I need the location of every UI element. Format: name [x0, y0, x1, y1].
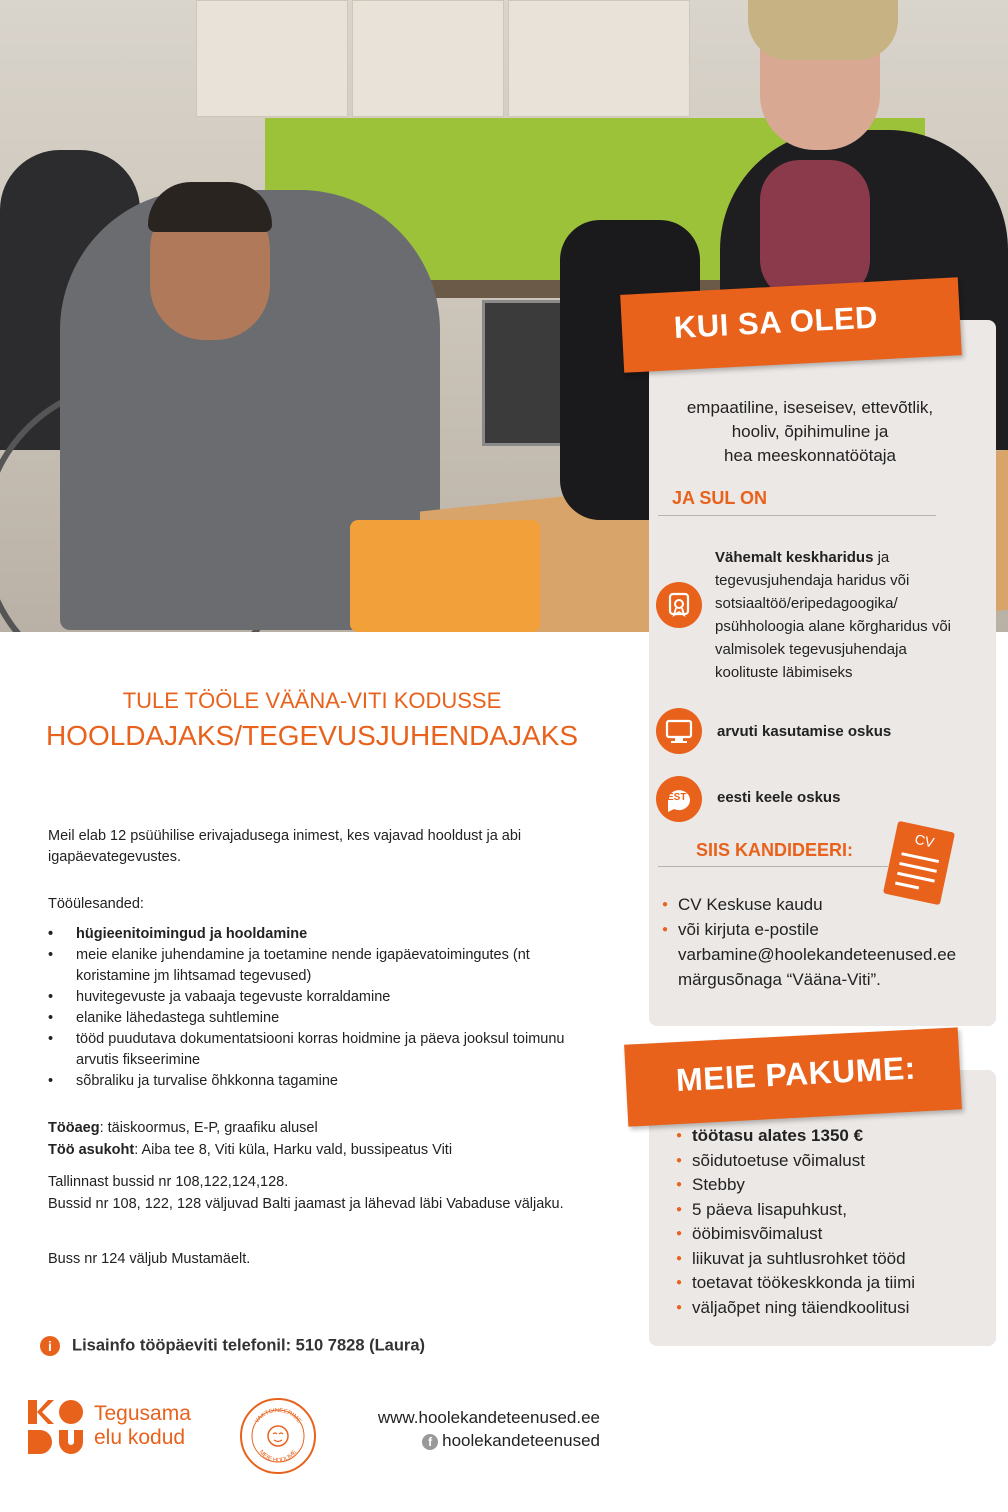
duties-list [48, 924, 588, 1092]
facebook-link[interactable] [330, 1429, 600, 1452]
vaccination-seal [240, 1398, 316, 1474]
worktime-label: Tööaeg [48, 1120, 100, 1136]
location-value: : Aiba tee 8, Viti küla, Harku vald, bussipeatus Viti [134, 1142, 453, 1158]
cabinet [508, 0, 690, 117]
subject-line: märgusõnaga “Vääna-Viti”. [678, 970, 881, 989]
logo-line: Tegusama [94, 1402, 191, 1425]
location-line [48, 1140, 588, 1161]
apply-item: ● CV Keskuse kaudu [662, 892, 992, 917]
cv-line [901, 852, 939, 863]
meie-pakume-banner [624, 1027, 962, 1126]
benefit-item: ● liikuvat ja suhtlusrohket tööd [676, 1247, 976, 1272]
seal-bottom-text: MEIE HOOLIME [257, 1449, 299, 1465]
duty-item: • sõbraliku ja turvalise õhkkonna tagamine [48, 1071, 588, 1092]
req-text: sotsiaaltöö/eripedagoogika/ [715, 595, 898, 612]
benefit-item: ● ööbimisvõimalust [676, 1222, 976, 1247]
woman-shirt [760, 160, 870, 300]
cabinet [196, 0, 348, 117]
benefit-item: ● sõidutoetuse võimalust [676, 1149, 976, 1174]
transport-line: Buss nr 124 väljub Mustamäelt. [48, 1251, 251, 1267]
traits-text [660, 396, 960, 468]
email-address[interactable]: varbamine@hoolekandeteenused.ee [678, 945, 957, 964]
computer-icon [656, 708, 702, 754]
req-text: psühholoogia alane kõrgharidus või [715, 618, 952, 635]
divider [658, 515, 936, 516]
web-contacts [330, 1406, 600, 1452]
requirement-education [715, 546, 987, 684]
req-bold: Vähemalt keskharidus [715, 549, 874, 566]
transport-line: Bussid nr 108, 122, 128 väljuvad Balti jaamast ja lähevad läbi Vabaduse väljaku. [48, 1196, 564, 1212]
banner-title: MEIE PAKUME: [675, 1049, 917, 1099]
website-link[interactable]: www.hoolekandeteenused.ee [377, 1408, 600, 1427]
headline-line1: TULE TÖÖLE VÄÄNA-VITI KODUSSE [122, 688, 502, 713]
info-icon: i [40, 1336, 60, 1356]
kodu-logo-icon [28, 1400, 84, 1454]
woman-hair [748, 0, 898, 60]
cabinet [352, 0, 504, 117]
duty-item: • meie elanike juhendamine ja toetamine nende igapäevatoimingutes (nt koristamine jm lihtsamad tegevused) [48, 945, 588, 987]
worktime-line [48, 1118, 588, 1139]
transport-line: Tallinnast bussid nr 108,122,124,128. [48, 1174, 289, 1190]
intro-paragraph: Meil elab 12 psüühilise erivajadusega inimest, kes vajavad hooldust ja abi igapäevategevustes. [48, 828, 522, 865]
req-text: tegevusjuhendaja haridus või [715, 572, 910, 589]
duties-label: Tööülesanded: [48, 896, 144, 912]
benefit-item: ● Stebby [676, 1173, 976, 1198]
man-hair [148, 182, 272, 232]
duty-item: • elanike lähedastega suhtlemine [48, 1008, 588, 1029]
seal-top-text: VAKTSINEERIME [254, 1407, 302, 1425]
apply-heading: SIIS KANDIDEERI: [696, 840, 854, 860]
trait-line: empaatiline, iseseisev, ettevõtlik, [686, 398, 934, 417]
duty-item: • hügieenitoimingud ja hooldamine [48, 924, 588, 945]
education-icon [656, 582, 702, 628]
est-label: EST [667, 792, 687, 803]
req-text: ja [873, 549, 890, 566]
benefit-item: ● töötasu alates 1350 € [676, 1124, 976, 1149]
contact-info [40, 1336, 425, 1356]
worktime-value: : täiskoormus, E-P, graafiku alusel [99, 1120, 318, 1136]
trait-line: hea meeskonnatöötaja [723, 446, 897, 465]
trait-line: hooliv, õpihimuline ja [731, 422, 889, 441]
benefits-list [676, 1124, 976, 1320]
benefit-item: ● toetavat töökeskkonda ja tiimi [676, 1271, 976, 1296]
orange-chair [350, 520, 540, 632]
requirement-computer: arvuti kasutamise oskus [717, 723, 892, 740]
estonian-language-icon [656, 776, 702, 822]
logo-line: elu kodud [94, 1426, 186, 1449]
duty-item: • tööd puudutava dokumentatsiooni korras hoidmine ja päeva jooksul toimunu arvutis fikseerimine [48, 1029, 588, 1071]
facebook-icon: f [422, 1434, 438, 1450]
banner-title: KUI SA OLED [673, 299, 879, 346]
req-text: koolituste läbimiseks [715, 664, 853, 681]
duty-item: • huvitegevuste ja vabaaja tegevuste korraldamine [48, 987, 588, 1008]
cv-label: CV [913, 830, 936, 851]
req-text: valmisolek tegevusjuhendaja [715, 641, 907, 658]
benefit-item: ● 5 päeva lisapuhkust, [676, 1198, 976, 1223]
cv-line [899, 862, 937, 873]
logo-text [94, 1402, 191, 1450]
facebook-handle: hoolekandeteenused [442, 1431, 600, 1450]
apply-item: ● või kirjuta e-postile [662, 917, 992, 942]
cv-line [895, 882, 919, 890]
divider [658, 866, 888, 867]
contact-text: Lisainfo tööpäeviti telefonil: 510 7828 (Laura) [72, 1336, 426, 1355]
benefit-item: ● väljaõpet ning täiendkoolitusi [676, 1296, 976, 1321]
cv-line [897, 872, 935, 883]
headline-line2: HOOLDAJAKS/TEGEVUSJUHENDAJAKS [45, 720, 579, 751]
requirement-language: eesti keele oskus [717, 789, 841, 806]
ja-sul-on-heading: JA SUL ON [672, 488, 768, 508]
location-label: Töö asukoht [48, 1142, 135, 1158]
apply-list [662, 892, 992, 992]
svg-text:MEIE HOOLIME [258, 1449, 299, 1464]
